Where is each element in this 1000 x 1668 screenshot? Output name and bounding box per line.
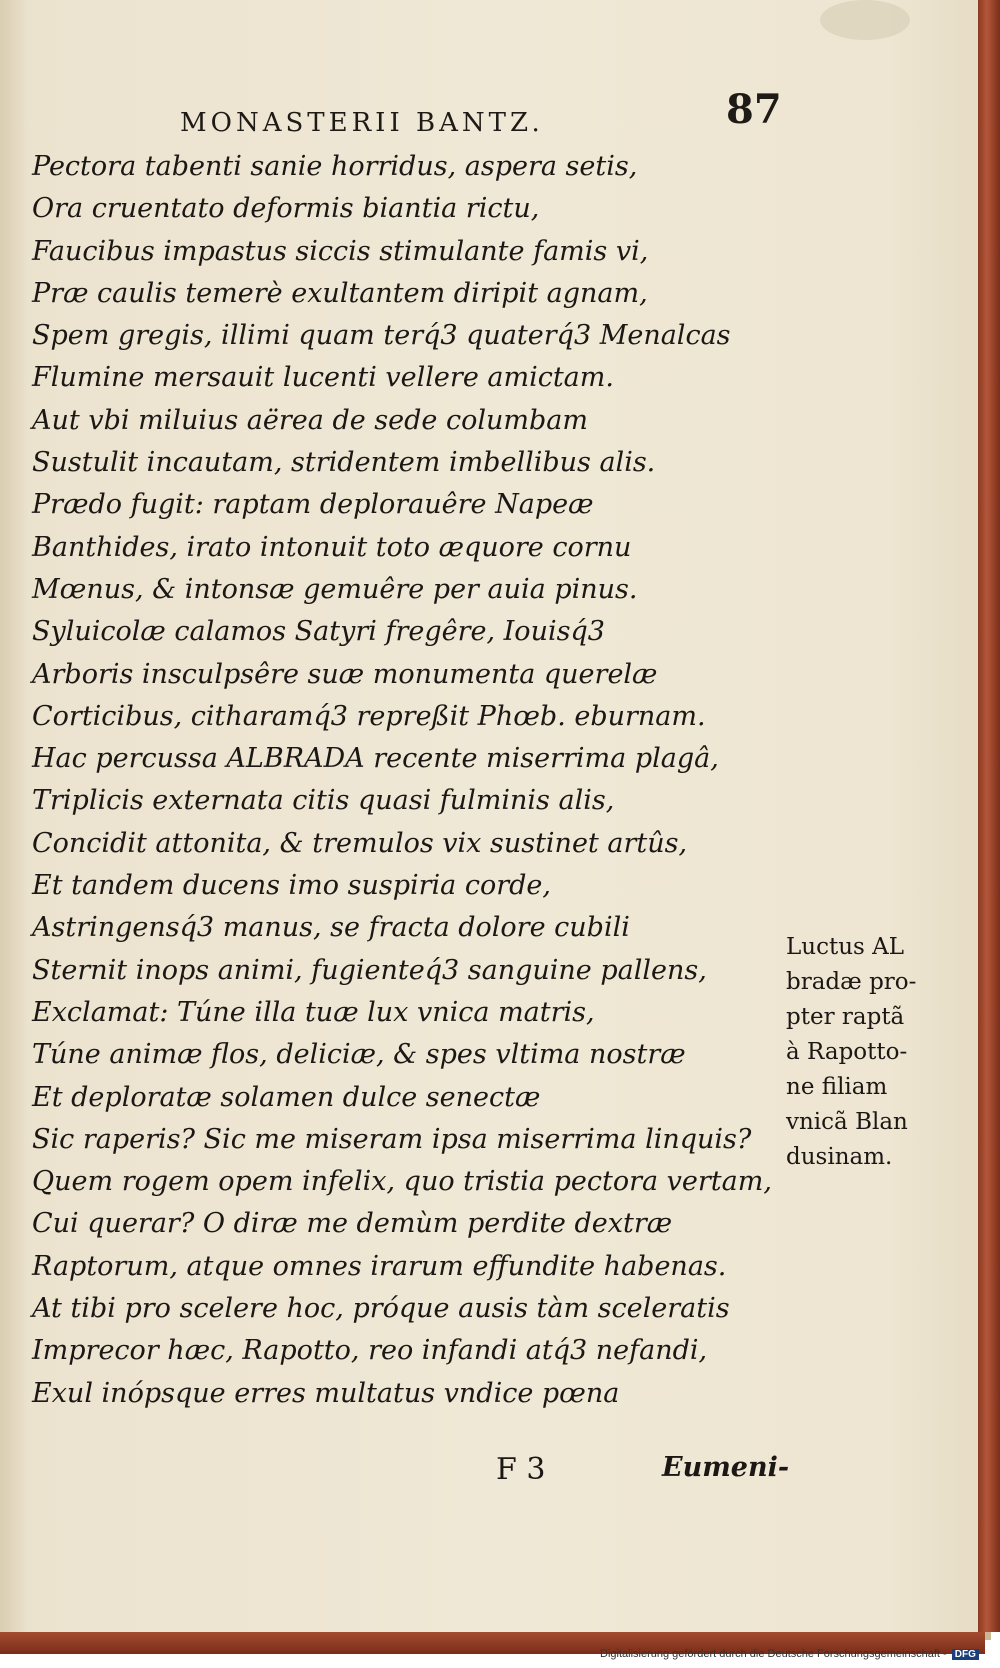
verse-line: Aut vbi miluius aërea de sede columbam — [32, 404, 588, 436]
verse-line: Túne animæ flos, deliciæ, & spes vltima nostræ — [32, 1039, 686, 1071]
verse-list — [32, 146, 772, 1415]
dfg-logo-icon: DFG — [952, 1649, 979, 1660]
footer-credit: Digitalisierung gefördert durch die Deutsche Forschungsgemeinschaft - — [600, 1648, 947, 1660]
verse-line: Cui querar? O diræ me demùm perdite dextræ — [32, 1208, 673, 1240]
signature-mark: F 3 — [496, 1452, 546, 1487]
page-number: 87 — [726, 86, 782, 133]
book-binding-edge — [978, 0, 1000, 1632]
verse-line: Imprecor hæc, Rapotto, reo infandi atq́3 nefandi, — [32, 1335, 708, 1367]
verse-line: Banthides, irato intonuit toto æquore cornu — [32, 531, 632, 563]
marginal-note-line: Luctus AL — [786, 934, 905, 960]
verse-line: At tibi pro scelere hoc, próque ausis tàm sceleratis — [32, 1293, 730, 1325]
marginal-note-line: pter raptã — [786, 1004, 905, 1030]
verse-line: Flumine mersauit lucenti vellere amictam. — [32, 362, 614, 394]
verse-line: Exul inópsque erres multatus vndice pœna — [32, 1377, 620, 1409]
page-stain — [820, 0, 910, 40]
marginal-note-line: ne filiam — [786, 1074, 888, 1100]
verse-line: Astringensq́3 manus, se fracta dolore cubili — [32, 912, 630, 944]
verse-line: Sustulit incautam, stridentem imbellibus alis. — [32, 447, 656, 479]
verse-line: Sic raperis? Sic me miseram ipsa miserrima linquis? — [32, 1123, 752, 1155]
catchword: Eumeni- — [662, 1452, 790, 1483]
digitization-footer — [600, 1648, 979, 1660]
verse-line: Faucibus impastus siccis stimulante famis vi, — [32, 235, 649, 267]
verse-line: Hac percussa ALBRADA recente miserrima plagâ, — [32, 743, 719, 775]
verse-line: Et tandem ducens imo suspiria corde, — [32, 870, 551, 902]
verse-line: Præ caulis temerè exultantem diripit agnam, — [32, 277, 648, 309]
running-head: MONASTERII BANTZ. — [180, 108, 544, 138]
verse-line: Prædo fugit: raptam deplorauêre Napeæ — [32, 489, 594, 521]
verse-line: Spem gregis, illimi quam terq́3 quaterq́3 Menalcas — [32, 320, 731, 352]
verse-line: Raptorum, atque omnes irarum effundite habenas. — [32, 1250, 727, 1282]
verse-line: Corticibus, citharamq́3 repreßit Phœb. eburnam. — [32, 700, 706, 732]
verse-line: Syluicolæ calamos Satyri fregêre, Iouisq́3 — [32, 616, 605, 648]
verse-line: Quem rogem opem infelix, quo tristia pectora vertam, — [32, 1166, 772, 1198]
verse-line: Triplicis externata citis quasi fulminis alis, — [32, 785, 615, 817]
verse-line: Concidit attonita, & tremulos vix sustinet artûs, — [32, 827, 688, 859]
marginal-note-line: dusinam. — [786, 1144, 893, 1170]
verse-line: Pectora tabenti sanie horridus, aspera setis, — [32, 151, 638, 182]
verse-line: Ora cruentato deformis biantia rictu, — [32, 193, 540, 225]
marginal-note — [786, 930, 936, 1175]
marginal-note-line: bradæ pro- — [786, 969, 917, 995]
verse-line: Sternit inops animi, fugienteq́3 sanguine pallens, — [32, 954, 707, 986]
marginal-note-line: vnicã Blan — [786, 1109, 908, 1135]
verse-line: Arboris insculpsêre suæ monumenta querelæ — [32, 658, 658, 690]
marginal-note-line: à Rapotto- — [786, 1039, 908, 1065]
verse-line: Et deploratæ solamen dulce senectæ — [32, 1081, 541, 1113]
verse-line: Exclamat: Túne illa tuæ lux vnica matris, — [32, 996, 595, 1028]
verse-line: Mœnus, & intonsæ gemuêre per auia pinus. — [32, 573, 638, 605]
